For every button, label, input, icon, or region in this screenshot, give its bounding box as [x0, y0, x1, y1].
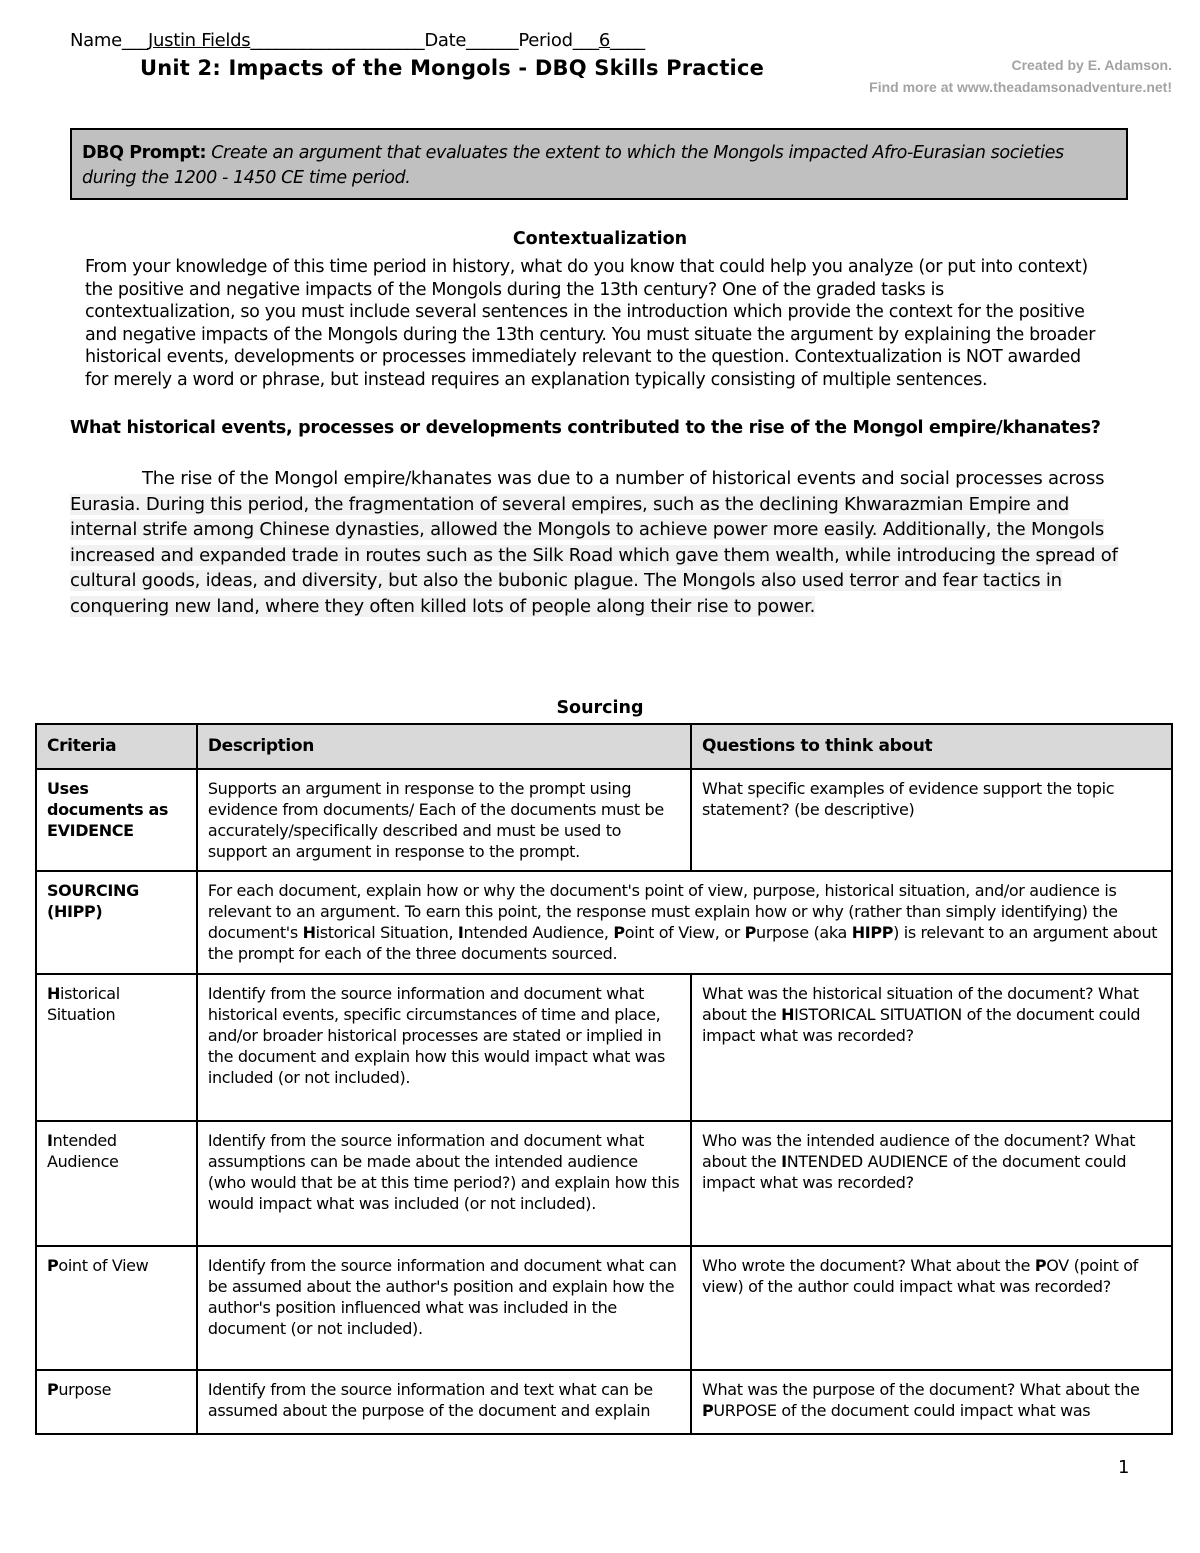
criteria-cell: Point of View [36, 1246, 197, 1370]
student-info-line [70, 30, 645, 51]
sourcing-heading: Sourcing [556, 698, 644, 718]
col-description: Description [197, 724, 691, 769]
questions-cell: What was the historical situation of the document? What about the HISTORICAL SITUATION of the document could impact what was recorded? [691, 974, 1172, 1121]
table-row-evidence [36, 769, 1172, 871]
contextualization-body [85, 256, 1125, 391]
name-label: Name___ [70, 30, 149, 51]
context-line: for merely a word or phrase, but instead requires an explanation typically consisting of multiple sentences. [85, 369, 988, 390]
table-row-hipp [36, 871, 1172, 974]
answer-line: increased and expanded trade in routes such as the Silk Road which gave them wealth, while introducing the spread of [70, 544, 1118, 566]
answer-line: The rise of the Mongol empire/khanates was due to a number of historical events and social processes across [142, 468, 1105, 489]
credit-block [869, 54, 1172, 98]
context-line: the positive and negative impacts of the Mongols during the 13th century? One of the graded tasks is [85, 279, 944, 300]
criteria-cell: Intended Audience [36, 1121, 197, 1246]
criteria-cell: Purpose [36, 1370, 197, 1434]
table-row-pov [36, 1246, 1172, 1370]
context-line: From your knowledge of this time period in history, what do you know that could help you analyze (or put into context) [85, 257, 1088, 277]
hipp-description-cell: For each document, explain how or why the document's point of view, purpose, historical situation, and/or audience is relevant to an argument. To earn this point, the response must explain how or why (rather than simply identifying) the document's Historical Situation, Intended Audience, Point of View, or Purpose (aka HIPP) is relevant to an argument about the prompt for each of the three documents sourced. [197, 871, 1172, 974]
context-line: historical events, developments or processes immediately relevant to the question. Contextualization is NOT awarded [85, 347, 1081, 367]
rise-question: What historical events, processes or developments contributed to the rise of the Mongol empire/khanates? [70, 418, 1101, 438]
answer-line: cultural goods, ideas, and diversity, but also the bubonic plague. The Mongols also used terror and fear tactics in [70, 570, 1062, 591]
criteria-cell: Uses documents as EVIDENCE [36, 769, 197, 871]
description-cell: Supports an argument in response to the prompt using evidence from documents/ Each of the documents must be accurately/specifically described and must be used to support an argument in response to the prompt. [197, 769, 691, 871]
credit-author: Created by E. Adamson. [1011, 57, 1172, 73]
answer-line: conquering new land, where they often killed lots of people along their rise to power. [70, 595, 816, 617]
description-cell: Identify from the source information and document what can be assumed about the author's position and explain how the author's position influenced what was included in the document (or not included). [197, 1246, 691, 1370]
col-criteria: Criteria [36, 724, 197, 769]
col-questions: Questions to think about [691, 724, 1172, 769]
prompt-text-line2: during the 1200 - 1450 CE time period. [82, 168, 411, 188]
answer-line: internal strife among Chinese dynasties, allowed the Mongols to achieve power more easily. Additionally, the Mongols [70, 519, 1104, 540]
table-header-row [36, 724, 1172, 769]
contextualization-heading: Contextualization [512, 229, 688, 249]
questions-cell: Who was the intended audience of the document? What about the INTENDED AUDIENCE of the document could impact what was recorded? [691, 1121, 1172, 1246]
answer-line: Eurasia. During this period, the fragmentation of several empires, such as the declining Khwarazmian Empire and [70, 493, 1070, 515]
description-cell: Identify from the source information and text what can be assumed about the purpose of the document and explain [197, 1370, 691, 1434]
period-blank: ____ [609, 30, 645, 51]
student-answer[interactable] [70, 466, 1120, 619]
questions-cell: What was the purpose of the document? What about the PURPOSE of the document could impact what was [691, 1370, 1172, 1434]
prompt-text-line1: Create an argument that evaluates the extent to which the Mongols impacted Afro-Eurasian societies [211, 143, 1064, 163]
context-line: and negative impacts of the Mongols during the 13th century. You must situate the argument by explaining the broader [85, 324, 1096, 345]
credit-link[interactable]: Find more at www.theadamsonadventure.net! [869, 79, 1172, 95]
period-value[interactable]: 6 [598, 30, 610, 51]
questions-cell: What specific examples of evidence support the topic statement? (be descriptive) [691, 769, 1172, 871]
date-label: Date [424, 30, 467, 51]
table-row-purpose [36, 1370, 1172, 1434]
sourcing-table [35, 723, 1173, 1435]
dbq-prompt-box: DBQ Prompt: Create an argument that evaluates the extent to which the Mongols impacted Afro-Eurasian societies during the 1200 - 1450 CE time period. [70, 128, 1128, 200]
table-row-audience [36, 1121, 1172, 1246]
name-value[interactable]: Justin Fields [148, 30, 251, 51]
prompt-label: DBQ Prompt [82, 143, 200, 163]
name-blank: ____________________ [250, 30, 425, 51]
date-blank[interactable]: ______ [466, 30, 519, 51]
period-label: Period___ [518, 30, 599, 51]
page-title: Unit 2: Impacts of the Mongols - DBQ Skills Practice [140, 56, 765, 80]
description-cell: Identify from the source information and document what assumptions can be made about the intended audience (who would that be at this time period?) and explain how this would impact what was included (or not included). [197, 1121, 691, 1246]
context-line: contextualization, so you must include several sentences in the introduction which provide the context for the positive [85, 302, 1085, 322]
questions-cell: Who wrote the document? What about the POV (point of view) of the author could impact what was recorded? [691, 1246, 1172, 1370]
criteria-cell: Historical Situation [36, 974, 197, 1121]
description-cell: Identify from the source information and document what historical events, specific circumstances of time and place, and/or broader historical processes are stated or implied in the document and explain how this would impact what was included (or not included). [197, 974, 691, 1121]
page-number: 1 [1118, 1457, 1130, 1478]
table-row-historical [36, 974, 1172, 1121]
criteria-cell: SOURCING (HIPP) [36, 871, 197, 974]
